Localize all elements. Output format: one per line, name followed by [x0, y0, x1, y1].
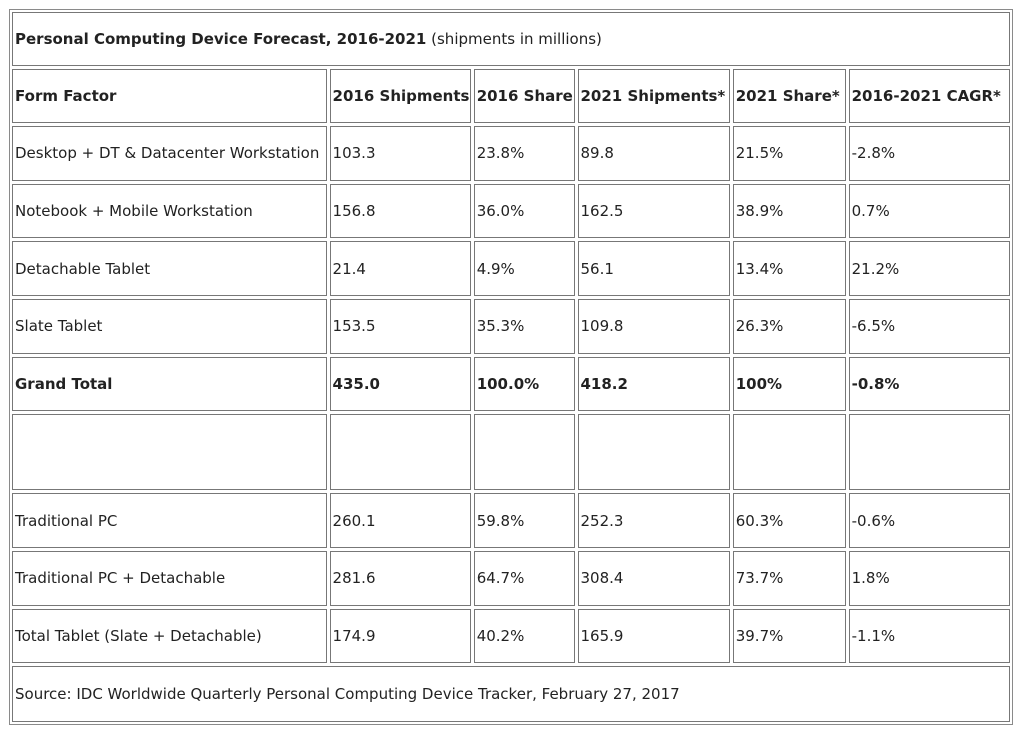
column-header: 2021 Shipments* — [578, 69, 730, 124]
table-cell: 21.5% — [733, 126, 846, 181]
table-title-unit: (shipments in millions) — [426, 29, 602, 48]
header-row — [12, 69, 1010, 124]
forecast-table — [9, 9, 1013, 725]
table-cell: 13.4% — [733, 241, 846, 296]
table-cell: 103.3 — [330, 126, 471, 181]
form-factor-cell: Traditional PC — [12, 493, 327, 548]
column-header: 2021 Share* — [733, 69, 846, 124]
table-cell: -0.6% — [849, 493, 1010, 548]
table-cell: 36.0% — [474, 184, 575, 239]
source-note: Source: IDC Worldwide Quarterly Personal Computing Device Tracker, February 27, 2017 — [12, 666, 1010, 722]
table-cell: 0.7% — [849, 184, 1010, 239]
grand-total-label: Grand Total — [12, 357, 327, 412]
table-cell: 4.9% — [474, 241, 575, 296]
table-cell: 435.0 — [330, 357, 471, 412]
column-header: 2016 Shipments — [330, 69, 471, 124]
table-cell: 23.8% — [474, 126, 575, 181]
table-cell: 153.5 — [330, 299, 471, 354]
table-cell: 26.3% — [733, 299, 846, 354]
table-cell: 64.7% — [474, 551, 575, 606]
column-header: Form Factor — [12, 69, 327, 124]
form-factor-cell: Slate Tablet — [12, 299, 327, 354]
grand-total-row — [12, 357, 1010, 412]
table-cell: -1.1% — [849, 609, 1010, 664]
table-row — [12, 551, 1010, 606]
table-cell: 40.2% — [474, 609, 575, 664]
form-factor-cell: Detachable Tablet — [12, 241, 327, 296]
table-cell: 59.8% — [474, 493, 575, 548]
table-cell: 165.9 — [578, 609, 730, 664]
table-row — [12, 241, 1010, 296]
table-cell: 308.4 — [578, 551, 730, 606]
form-factor-cell: Notebook + Mobile Workstation — [12, 184, 327, 239]
table-row — [12, 299, 1010, 354]
table-cell: 260.1 — [330, 493, 471, 548]
form-factor-cell: Desktop + DT & Datacenter Workstation — [12, 126, 327, 181]
table-title-main: Personal Computing Device Forecast, 2016-2021 — [15, 29, 427, 48]
table-row — [12, 184, 1010, 239]
table-cell: 21.4 — [330, 241, 471, 296]
table-cell: -6.5% — [849, 299, 1010, 354]
table-cell: 21.2% — [849, 241, 1010, 296]
source-row — [12, 666, 1010, 722]
table-cell: 109.8 — [578, 299, 730, 354]
column-header: 2016 Share — [474, 69, 575, 124]
table-cell: 418.2 — [578, 357, 730, 412]
table-cell: 56.1 — [578, 241, 730, 296]
table-cell: 156.8 — [330, 184, 471, 239]
empty-cell — [849, 414, 1010, 490]
empty-row — [12, 414, 1010, 490]
table-cell: 60.3% — [733, 493, 846, 548]
empty-cell — [578, 414, 730, 490]
table-cell: -2.8% — [849, 126, 1010, 181]
table-cell: 73.7% — [733, 551, 846, 606]
table-cell: 162.5 — [578, 184, 730, 239]
table-row — [12, 493, 1010, 548]
table-cell: 35.3% — [474, 299, 575, 354]
table-cell: 174.9 — [330, 609, 471, 664]
table-cell: 252.3 — [578, 493, 730, 548]
table-cell: 100% — [733, 357, 846, 412]
table-cell: 89.8 — [578, 126, 730, 181]
empty-cell — [474, 414, 575, 490]
empty-cell — [12, 414, 327, 490]
form-factor-cell: Traditional PC + Detachable — [12, 551, 327, 606]
table-cell: 39.7% — [733, 609, 846, 664]
empty-cell — [733, 414, 846, 490]
column-header: 2016-2021 CAGR* — [849, 69, 1010, 124]
form-factor-cell: Total Tablet (Slate + Detachable) — [12, 609, 327, 664]
table-cell: 1.8% — [849, 551, 1010, 606]
table-title — [12, 12, 1010, 66]
table-cell: -0.8% — [849, 357, 1010, 412]
title-row — [12, 12, 1010, 66]
table-cell: 281.6 — [330, 551, 471, 606]
empty-cell — [330, 414, 471, 490]
table-row — [12, 126, 1010, 181]
table-row — [12, 609, 1010, 664]
table-cell: 100.0% — [474, 357, 575, 412]
table-cell: 38.9% — [733, 184, 846, 239]
